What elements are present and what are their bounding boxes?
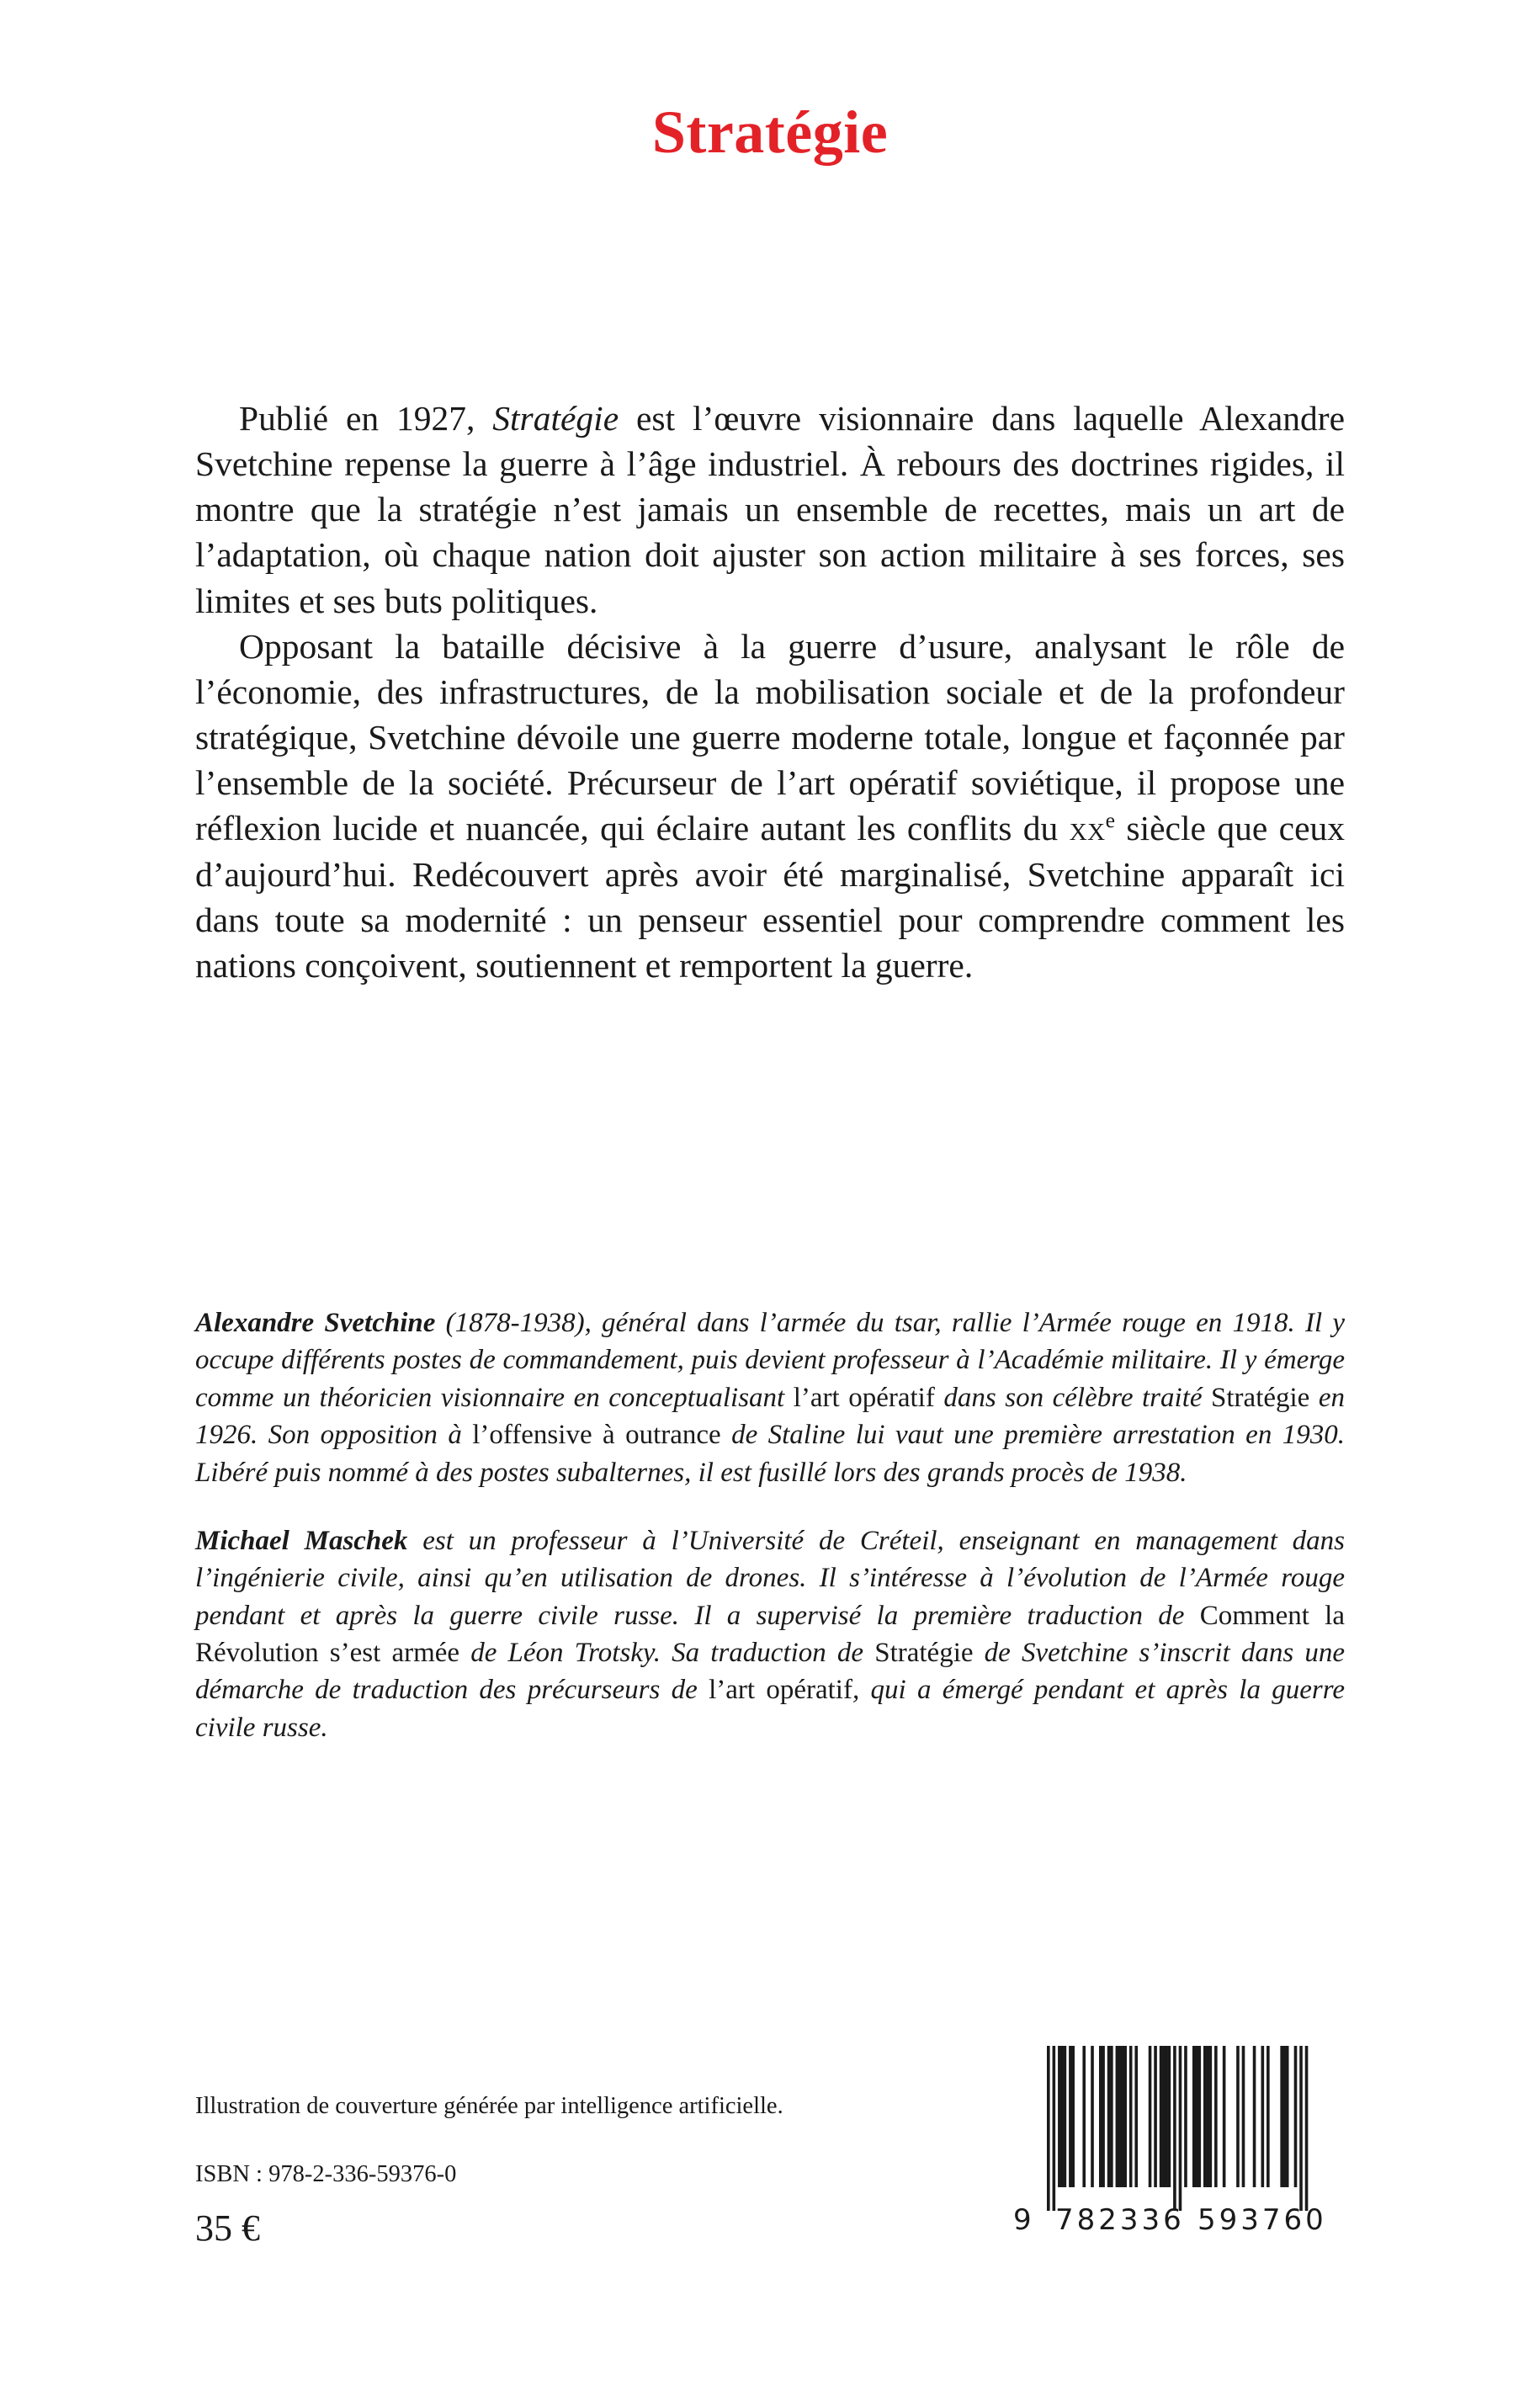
bio-segment: de Staline lui vaut une première arrestation en 1930. Libéré puis nommé à des postes subalternes, il est fusillé lors des grands procès de 1938. (195, 1420, 1345, 1488)
page-title: Stratégie (651, 98, 889, 166)
bio-segment: l’art opératif (709, 1675, 852, 1706)
blurb-p1-lead: Publié en 1927, (239, 399, 493, 438)
barcode-digits-middle: 782336 (1055, 2203, 1185, 2234)
bio-segment: de Léon Trotsky. Sa traduction de (459, 1638, 875, 1668)
blurb-work-title: Stratégie (492, 399, 619, 438)
bio-segment: , qui a émergé pendant et après la guerre civile russe. (195, 1675, 1345, 1743)
blurb-p2-part-2: siècle que ceux d’aujourd’hui. Redécouvert après avoir été marginalisé, Svetchine apparaît ici dans toute sa modernité : un penseur essentiel pour comprendre comment les nations conçoivent, soutiennent et remportent la guerre. (195, 809, 1345, 985)
bio-segment: Stratégie (1211, 1382, 1310, 1413)
bio-segment: Stratégie (874, 1638, 974, 1668)
bio-segment: en 1926. Son opposition à (195, 1382, 1345, 1451)
century-smallcaps: xx (1069, 809, 1106, 848)
blurb-paragraph-1 (195, 396, 1345, 624)
bio-segment: (1878-1938), général dans l’armée du tsar, rallie l’Armée rouge en 1918. Il y occupe différents postes de commandement, puis devient professeur à l’Académie militaire. Il y émerge comme un théoricien visionnaire en conceptualisant (195, 1308, 1346, 1413)
author-bio (195, 1304, 1345, 1491)
bio-segment: est un professeur à l’Université de Créteil, enseignant en management dans l’ingénierie civile, ainsi qu’en utilisation de drones. Il s’intéresse à l’évolution de l’Armée rouge pendant et après la guerre civile russe. Il a supervisé la première traduction de (195, 1525, 1345, 1631)
bio-segment: dans son célèbre traité (934, 1382, 1212, 1413)
blurb-paragraph-2 (195, 624, 1345, 988)
price-label: 35 € (195, 2207, 260, 2249)
isbn-line: ISBN : 978-2-336-59376-0 (195, 2161, 457, 2187)
author-bio (195, 1522, 1345, 1746)
cover-credit: Illustration de couverture générée par intelligence artificielle. (195, 2093, 783, 2119)
barcode-digits-right: 593760 (1197, 2203, 1327, 2234)
barcode-svg (1008, 2039, 1348, 2234)
blurb-p1-rest: est l’œuvre visionnaire dans laquelle Alexandre Svetchine repense la guerre à l’âge industriel. À rebours des doctrines rigides, il montre que la stratégie n’est jamais un ensemble de recettes, mais un art de l’adaptation, où chaque nation doit ajuster son action militaire à ses forces, ses limites et ses buts politiques. (195, 399, 1345, 620)
author-name: Alexandre Svetchine (195, 1308, 436, 1338)
bio-segment: l’art opératif (793, 1382, 935, 1413)
blurb-p2-part-1: Opposant la bataille décisive à la guerre d’usure, analysant le rôle de l’économie, des infrastructures, de la mobilisation sociale et de la profondeur stratégique, Svetchine dévoile une guerre moderne totale, longue et façonnée par l’ensemble de la société. Précurseur de l’art opératif soviétique, il propose une réflexion lucide et nuancée, qui éclaire autant les conflits du (195, 626, 1345, 848)
author-name: Michael Maschek (195, 1525, 408, 1556)
century-ordinal-superscript: e (1105, 808, 1116, 833)
isbn-barcode (1008, 2039, 1348, 2234)
bio-segment: de Svetchine s’inscrit dans une démarche de traduction des précurseurs de (195, 1638, 1345, 1706)
book-description (195, 396, 1345, 988)
bio-segment: Comment la Révolution s’est armée (195, 1600, 1345, 1668)
barcode-digit-left: 9 (1013, 2203, 1032, 2234)
author-biographies (195, 1304, 1345, 1746)
bio-segment: l’offensive à outrance (472, 1420, 721, 1451)
